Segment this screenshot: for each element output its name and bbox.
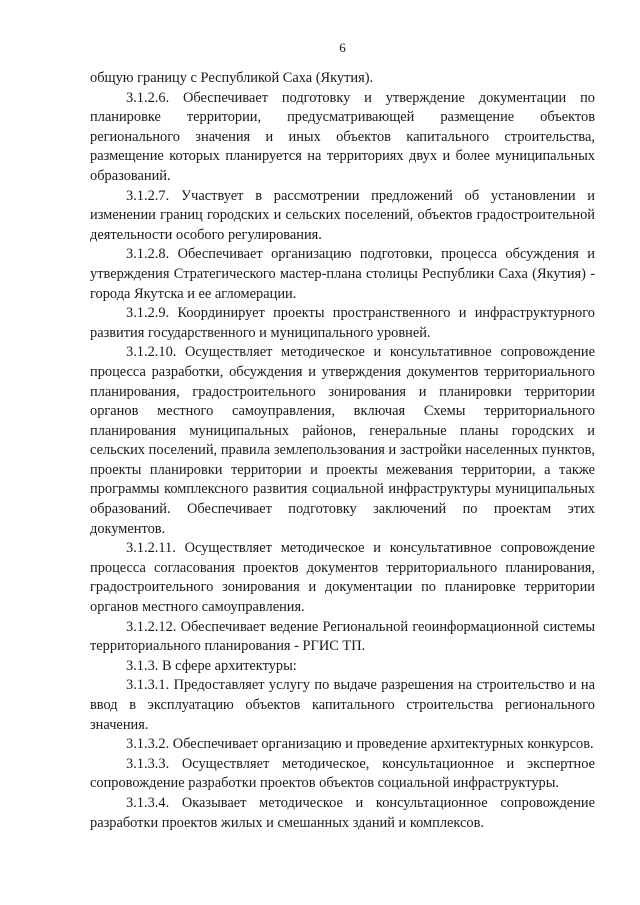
paragraph-continuation: общую границу с Республикой Саха (Якутия). [90,70,374,86]
paragraph-3-1-3-2: 3.1.3.2. Обеспечивает организацию и проведение архитектурных конкурсов. [126,736,594,753]
paragraph-3-1-2-12: 3.1.2.12. Обеспечивает ведение Региональной геоинформационной системы территориального планирования - РГИС ТП. [90,618,595,655]
section-heading-3-1-3: 3.1.3. В сфере архитектуры: [126,657,297,674]
document-page [90,0,595,905]
page-number: 6 [339,40,346,55]
paragraph-3-1-2-7: 3.1.2.7. Участвует в рассмотрении предложений об установлении и изменении границ городских и сельских поселений, объектов градостроительной деятельности особого регулирования. [90,187,595,243]
paragraph-3-1-3-3: 3.1.3.3. Осуществляет методическое, консультационное и экспертное сопровождение разработки проектов объектов социальной инфраструктуры. [90,755,595,792]
paragraph-3-1-2-11: 3.1.2.11. Осуществляет методическое и консультативное сопровождение процесса согласования проектов документов территориального планирования, градостроительного зонирования и документации по планировке территории органов местного самоуправления. [90,540,595,616]
paragraph-3-1-2-10: 3.1.2.10. Осуществляет методическое и консультативное сопровождение процесса разработки, обсуждения и утверждения документов территориального планирования, градостроительного зонирования и планировки территории органов местного самоуправления, включая Схемы территориального планирования муниципальных районов, генеральные планы городских и сельских поселений, правила землепользования и застройки населенных пунктов, проекты планировки территории и проекты межевания территории, а также программы комплексного развития социальной инфраструктуры муниципальных образований. Обеспечивает подготовку заключений по проектам этих документов. [90,344,595,537]
document-body [90,69,595,833]
paragraph-3-1-2-9: 3.1.2.9. Координирует проекты пространственного и инфраструктурного развития государственного и муниципального уровней. [90,305,595,341]
paragraph-3-1-2-6: 3.1.2.6. Обеспечивает подготовку и утверждение документации по планировке территории, предусматривающей размещение объектов регионального значения и иных объектов капитального строительства, размещение которых планируется на территориях двух и более муниципальных образований. [90,89,595,184]
paragraph-3-1-2-8: 3.1.2.8. Обеспечивает организацию подготовки, процесса обсуждения и утверждения Стратегического мастер-плана столицы Республики Саха (Якутия) - города Якутска и ее агломерации. [90,246,595,302]
paragraph-3-1-3-4: 3.1.3.4. Оказывает методическое и консультационное сопровождение разработки проектов жилых и смешанных зданий и комплексов. [90,794,595,831]
paragraph-3-1-3-1: 3.1.3.1. Предоставляет услугу по выдаче разрешения на строительство и на ввод в эксплуатацию объектов капитального строительства регионального значения. [90,677,595,733]
